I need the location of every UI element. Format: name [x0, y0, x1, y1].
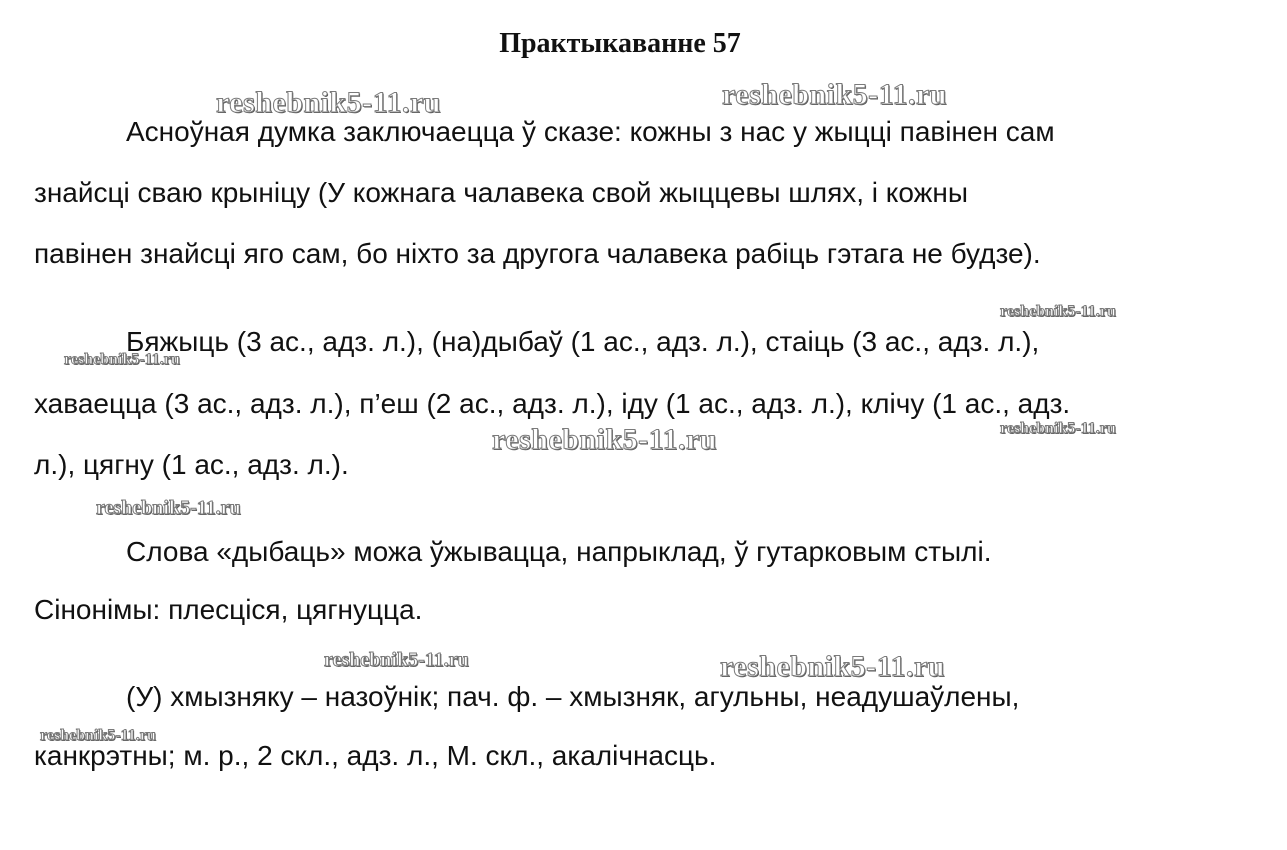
- watermark: reshebnik5-11.ru: [1000, 420, 1116, 437]
- text-line: канкрэтны; м. р., 2 скл., адз. л., М. скл., акалічнасць.: [34, 740, 717, 771]
- watermark: reshebnik5-11.ru: [492, 423, 717, 456]
- watermark: reshebnik5-11.ru: [1000, 303, 1116, 320]
- watermark: reshebnik5-11.ru: [40, 727, 156, 744]
- text-line: л.), цягну (1 ас., адз. л.).: [34, 449, 349, 480]
- text-line: Асноўная думка заключаецца ў сказе: кожны з нас у жыцці павінен сам: [126, 116, 1055, 147]
- watermark: reshebnik5-11.ru: [324, 649, 469, 671]
- text-line: Сінонімы: плесціся, цягнуцца.: [34, 594, 423, 625]
- watermark: reshebnik5-11.ru: [216, 86, 441, 119]
- page-title: Практыкаванне 57: [499, 28, 741, 59]
- text-line: хаваецца (3 ас., адз. л.), п’еш (2 ас., адз. л.), іду (1 ас., адз. л.), клічу (1 ас., адз.: [34, 388, 1071, 419]
- text-line: (У) хмызняку – назоўнік; пач. ф. – хмызняк, агульны, неадушаўлены,: [126, 681, 1020, 712]
- watermark: reshebnik5-11.ru: [722, 78, 947, 111]
- watermark: reshebnik5-11.ru: [64, 351, 180, 368]
- watermark: reshebnik5-11.ru: [720, 650, 945, 683]
- text-line: знайсці сваю крыніцу (У кожнага чалавека свой жыццевы шлях, і кожны: [34, 177, 968, 208]
- text-line: Слова «дыбаць» можа ўжывацца, напрыклад, ў гутарковым стылі.: [126, 536, 992, 567]
- watermark: reshebnik5-11.ru: [96, 497, 241, 519]
- text-line: павінен знайсці яго сам, бо ніхто за другога чалавека рабіць гэтага не будзе).: [34, 238, 1041, 269]
- text-line: Бяжыць (3 ас., адз. л.), (на)дыбаў (1 ас., адз. л.), стаіць (3 ас., адз. л.),: [126, 326, 1040, 357]
